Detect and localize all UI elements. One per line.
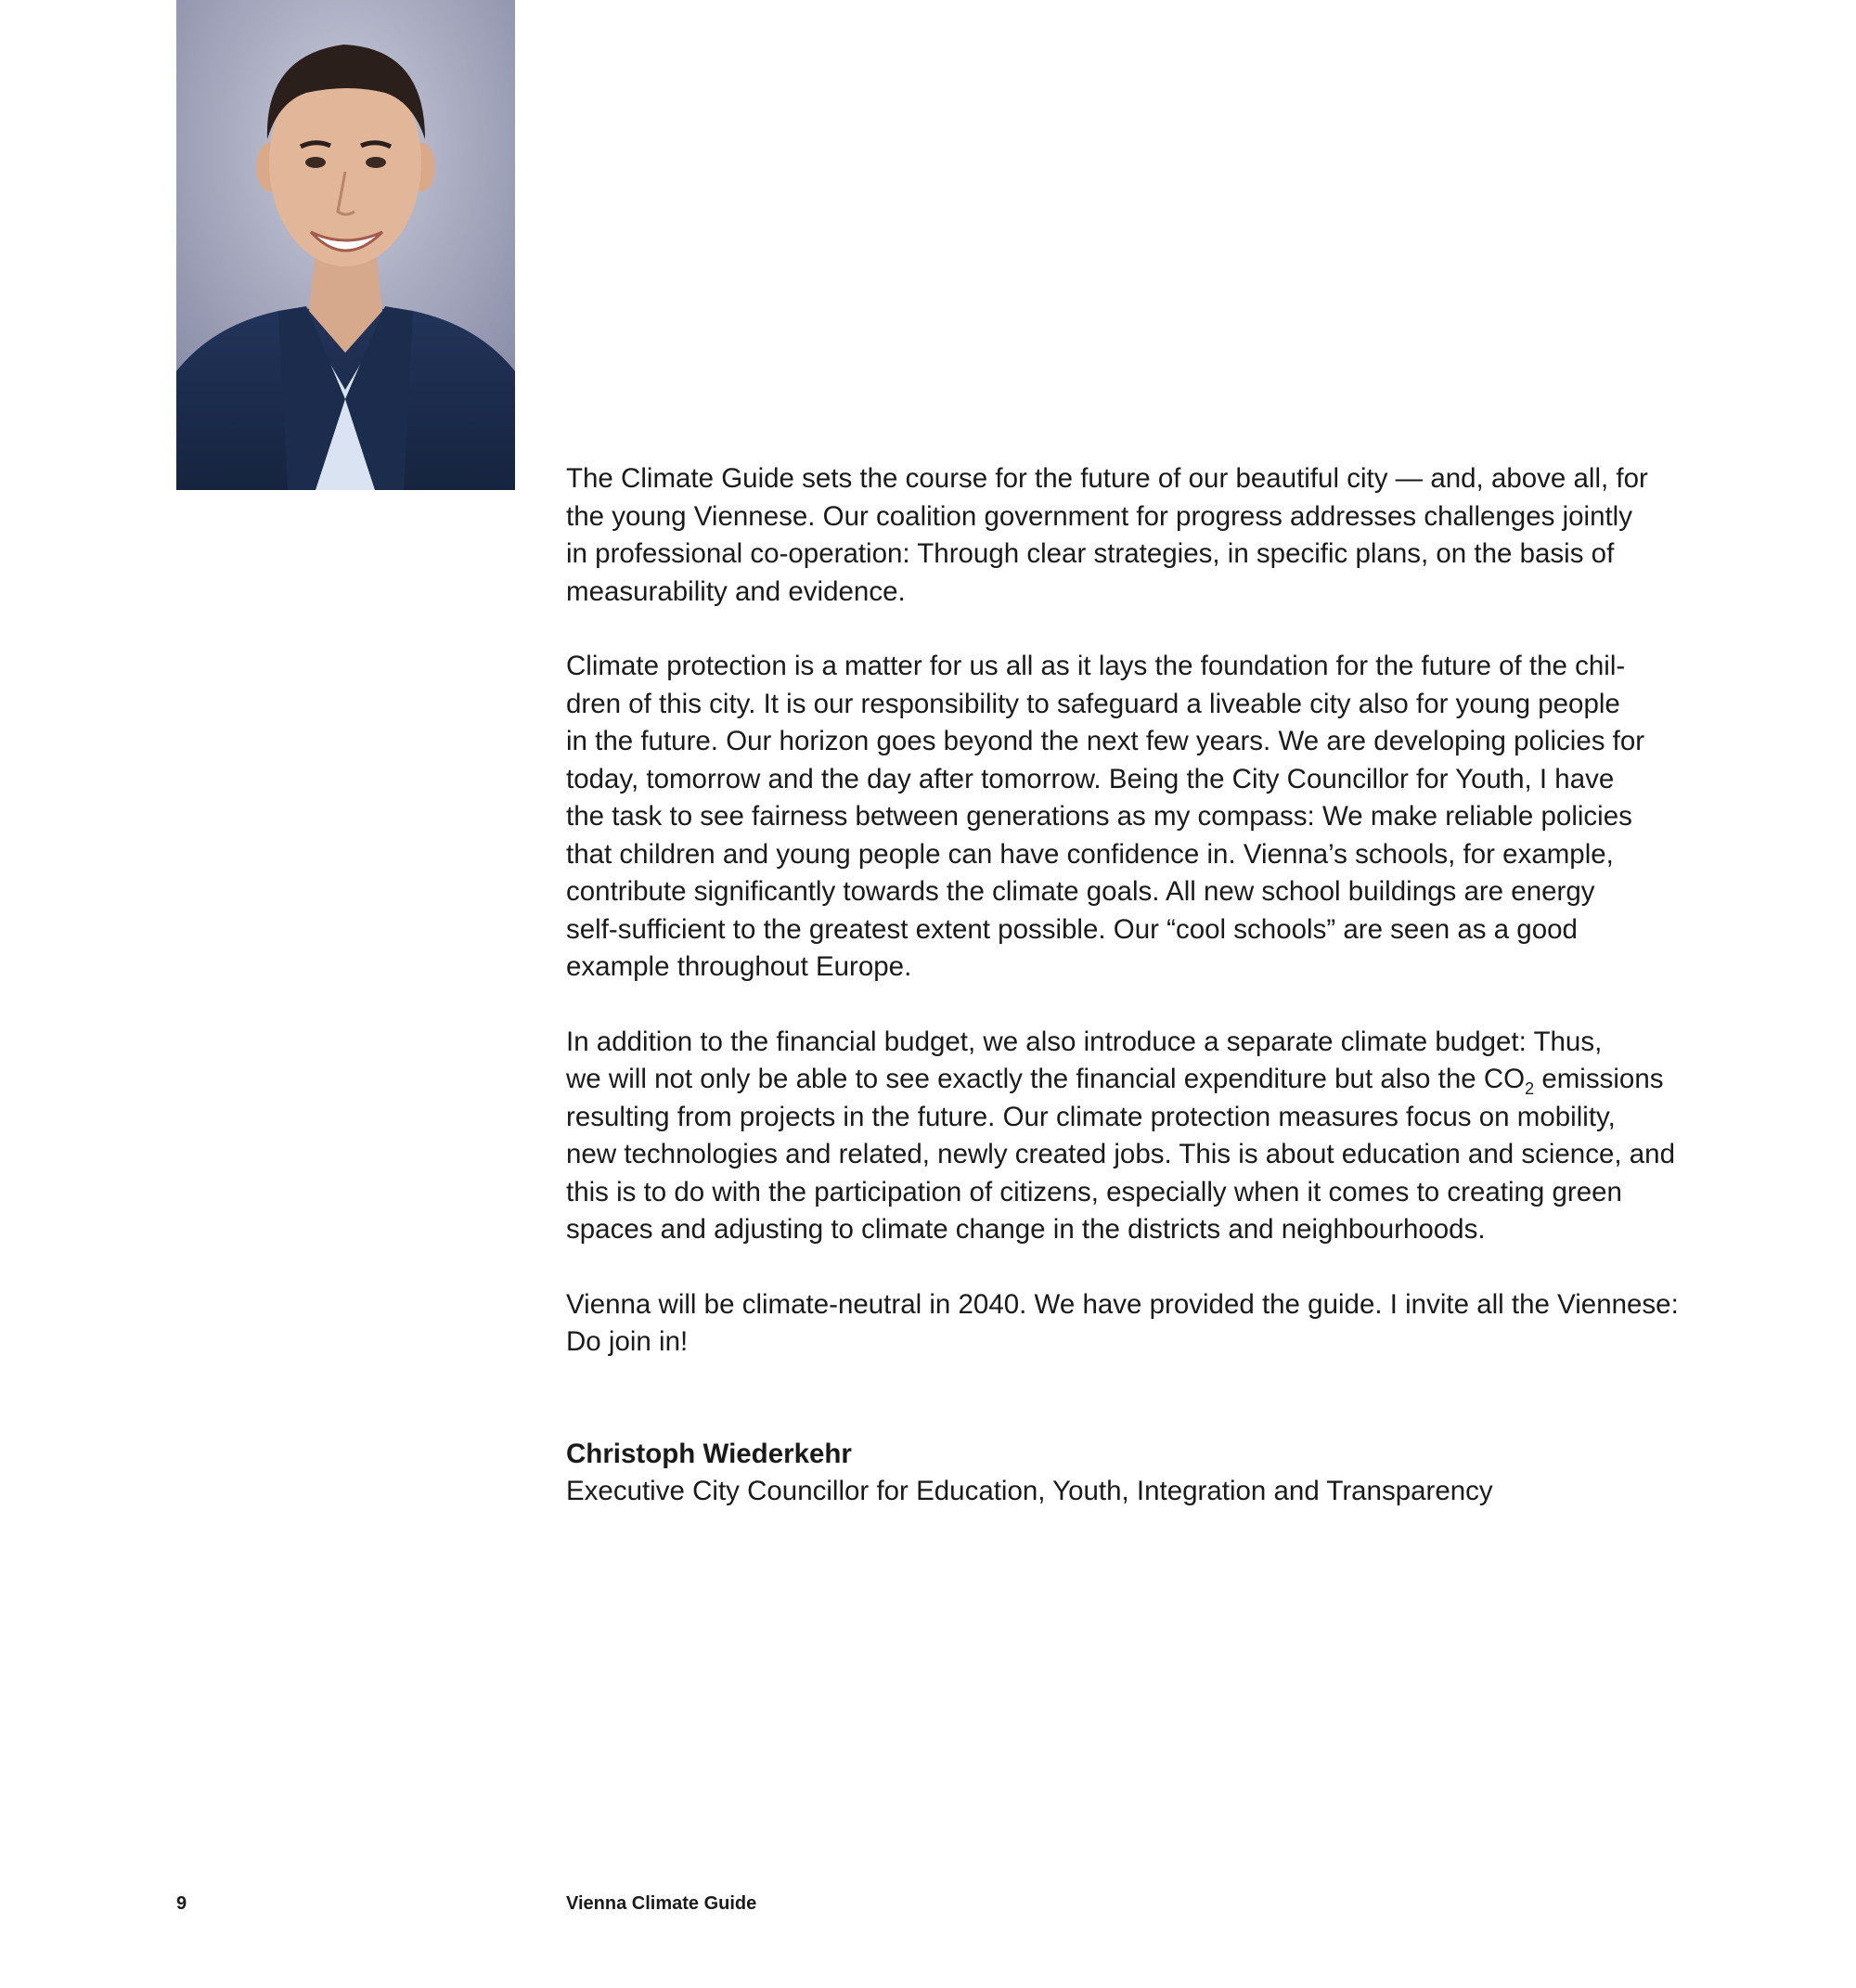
paragraph-1: The Climate Guide sets the course for the future of our beautiful city — and, above all, for the young Viennese. Our coalition government for progress addresses challenges jointly in professional co-operation: Through clear strategies, in specific plans, on the basis of measurability and evidence. (566, 463, 1648, 607)
portrait-illustration (176, 0, 515, 490)
signatory-name: Christoph Wiederkehr (566, 1438, 852, 1469)
paragraph-2: Climate protection is a matter for us all as it lays the foundation for the future of the chil- dren of this city. It is our responsibility to safeguard a liveable city also for young people in the future. Our horizon goes beyond the next few years. We are developing policies for today, tomorrow and the day after tomorrow. Being the City Councillor for Youth, I have the task to see fairness between generations as my compass: We make reliable policies that children and young people can have confidence in. Vienna’s schools, for example, contribute significantly towards the climate goals. All new school buildings are energy self-sufficient to the greatest extent possible. Our “cool schools” are seen as a good example throughout Europe. (566, 651, 1645, 982)
page-number: 9 (176, 1893, 187, 1914)
signatory-role: Executive City Councillor for Education, Youth, Integration and Transparency (566, 1476, 1493, 1506)
paragraph-3-end: emissions resulting from projects in the future. Our climate protection measures focus on mobility, new technologies and related, newly created jobs. This is about education and science, and this is to do with the participation of citizens, especially when it comes to creating green spaces and adjusting to climate change in the districts and neighbourhoods. (566, 1064, 1675, 1245)
foreword-text (566, 460, 1698, 1511)
paragraph-4: Vienna will be climate-neutral in 2040. We have provided the guide. I invite all the Viennese: Do join in! (566, 1288, 1679, 1357)
paragraph-3-start: In addition to the financial budget, we also introduce a separate climate budget: Thus, we will not only be able to see exactly the financial expenditure but also the CO (566, 1026, 1603, 1094)
paragraph-3 (566, 1024, 1698, 1249)
publication-title: Vienna Climate Guide (566, 1893, 757, 1914)
co2-subscript: 2 (1525, 1078, 1535, 1098)
portrait-photo (176, 0, 515, 490)
signature-block (566, 1436, 1698, 1511)
